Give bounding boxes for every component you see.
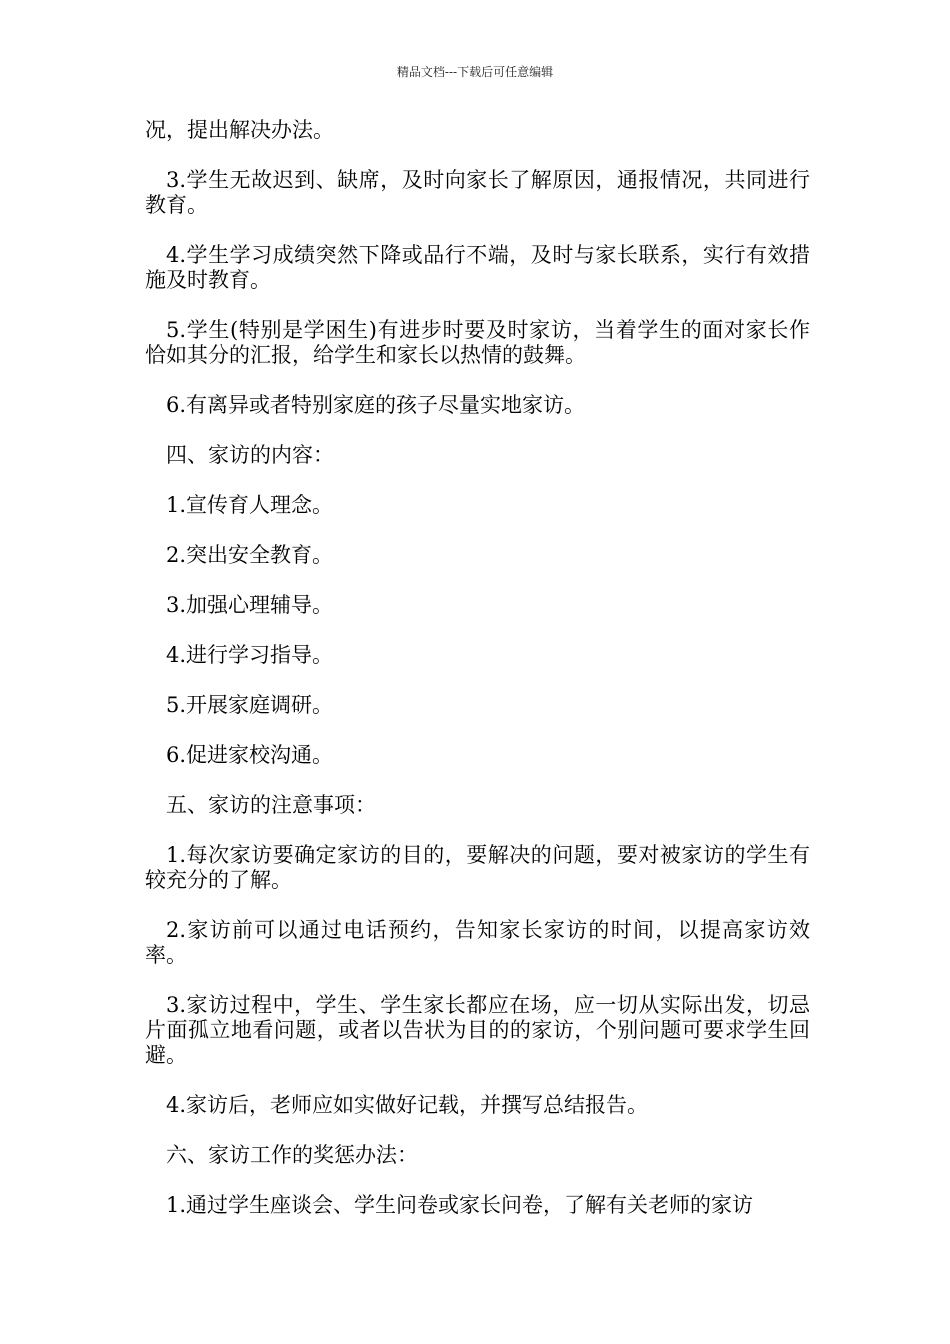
content-item-3: 3.加强心理辅导。 xyxy=(166,593,334,617)
section-heading-notes: 五、家访的注意事项： xyxy=(166,793,376,817)
section-heading-rewards: 六、家访工作的奖惩办法： xyxy=(166,1143,418,1167)
content-item-6: 6.促进家校沟通。 xyxy=(166,743,334,767)
content-item-2: 2.突出安全教育。 xyxy=(166,543,334,567)
content-item-5: 5.开展家庭调研。 xyxy=(166,693,334,717)
paragraph-item-4: 4.学生学习成绩突然下降或品行不端，及时与家长联系，实行有效措施及时教育。 xyxy=(145,243,810,292)
paragraph-item-6: 6.有离异或者特别家庭的孩子尽量实地家访。 xyxy=(166,393,586,417)
content-item-4: 4.进行学习指导。 xyxy=(166,643,334,667)
notes-item-3: 3.家访过程中，学生、学生家长都应在场，应一切从实际出发，切忌片面孤立地看问题，或者以告状为目的的家访，个别问题可要求学生回避。 xyxy=(145,993,810,1067)
notes-item-2: 2.家访前可以通过电话预约，告知家长家访的时间，以提高家访效率。 xyxy=(145,918,810,967)
rewards-item-1: 1.通过学生座谈会、学生问卷或家长问卷，了解有关老师的家访 xyxy=(166,1193,754,1217)
document-body xyxy=(145,118,810,1243)
paragraph-item-3: 3.学生无故迟到、缺席，及时向家长了解原因，通报情况，共同进行教育。 xyxy=(145,168,810,217)
page-header: 精品文档---下载后可任意编辑 xyxy=(396,65,554,79)
notes-item-1: 1.每次家访要确定家访的目的，要解决的问题，要对被家访的学生有较充分的了解。 xyxy=(145,843,810,892)
paragraph-item-5: 5.学生(特别是学困生)有进步时要及时家访，当着学生的面对家长作恰如其分的汇报，给学生和家长以热情的鼓舞。 xyxy=(145,318,810,367)
paragraph-continued: 况，提出解决办法。 xyxy=(145,118,334,142)
section-heading-content: 四、家访的内容： xyxy=(166,443,334,467)
notes-item-4: 4.家访后，老师应如实做好记载，并撰写总结报告。 xyxy=(166,1093,649,1117)
content-item-1: 1.宣传育人理念。 xyxy=(166,493,334,517)
